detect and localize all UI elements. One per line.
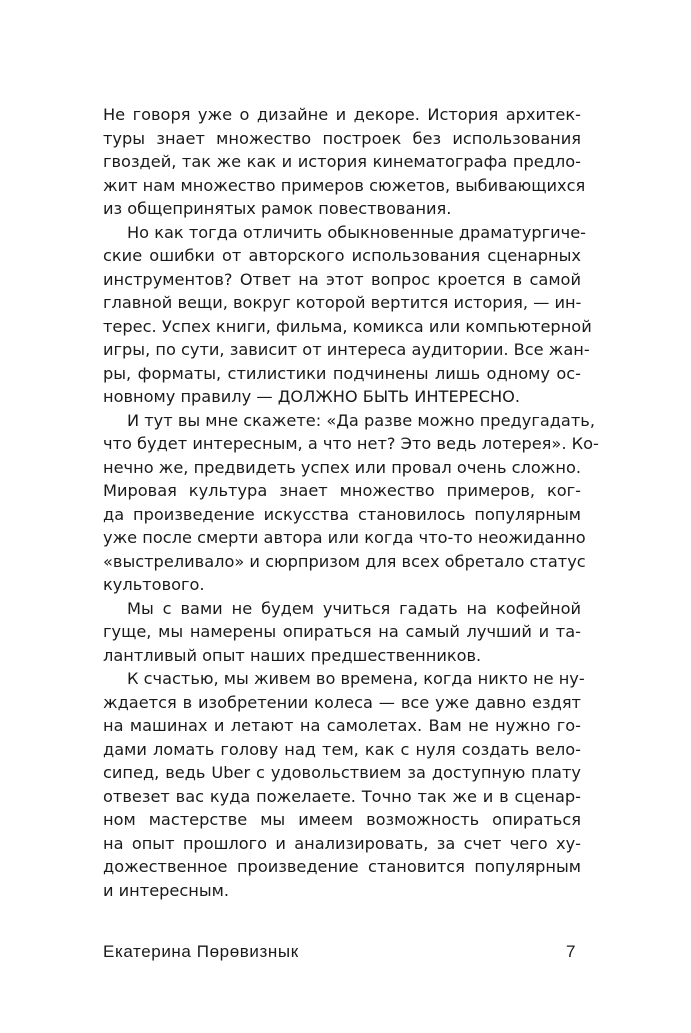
text-line: Мировая культура знает множество примеров, ког- xyxy=(103,481,581,500)
paragraph-2 xyxy=(103,221,592,409)
text-line: лантливый опыт наших предшественников. xyxy=(103,645,482,665)
text-line: уже после смерти автора или когда что-то неожиданно xyxy=(103,528,586,547)
footer-author: Екатерина Пөрөвизнык xyxy=(103,942,299,961)
page-body xyxy=(103,103,599,902)
text-line: туры знает множество построек без использования xyxy=(103,128,581,148)
text-line: «выстреливало» и сюрпризом для всех обретало статус xyxy=(103,551,586,571)
text-line: сипед, ведь Uber с удовольствием за доступную плату xyxy=(103,763,581,782)
text-line: дожественное произведение становится популярным xyxy=(103,857,581,876)
text-line: терес. Успех книги, фильма, комикса или компьютерной xyxy=(103,316,592,336)
text-line: инструментов? Ответ на этот вопрос кроется в самой xyxy=(103,269,581,289)
text-line: да произведение искусства становилось популярным xyxy=(103,504,581,524)
text-line: отвезет вас куда пожелаете. Точно так же и в сценар- xyxy=(103,786,581,806)
text-line: новному правилу — ДОЛЖНО БЫТЬ ИНТЕРЕСНО. xyxy=(103,387,521,406)
paragraph-4 xyxy=(103,597,581,668)
paragraph-3 xyxy=(103,409,599,597)
text-line: из общепринятых рамок повествования. xyxy=(103,199,452,218)
text-line: на опыт прошлого и анализировать, за счет чего ху- xyxy=(103,833,581,853)
text-line: гвоздей, так же как и история кинематографа предло- xyxy=(103,152,581,171)
text-line: игры, по сути, зависит от интереса аудитории. Все жан- xyxy=(103,340,590,359)
text-line: Мы с вами не будем учиться гадать на кофейной xyxy=(127,598,581,618)
paragraph-1 xyxy=(103,103,586,221)
text-line: нечно же, предвидеть успех или провал очень сложно. xyxy=(103,457,581,477)
text-line: главной вещи, вокруг которой вертится история, — ин- xyxy=(103,293,582,312)
text-line: что будет интересным, а что нет? Это ведь лотерея». Ко- xyxy=(103,434,599,453)
text-line: ские ошибки от авторского использования сценарных xyxy=(103,246,581,265)
text-line: Не говоря уже о дизайне и декоре. История архитек- xyxy=(103,105,581,124)
text-line: гуще, мы намерены опираться на самый лучший и та- xyxy=(103,622,581,641)
text-line: жит нам множество примеров сюжетов, выбивающихся xyxy=(103,175,586,195)
text-line: и интересным. xyxy=(103,880,230,900)
text-line: на машинах и летают на самолетах. Вам не нужно го- xyxy=(103,716,581,735)
text-line: ждается в изобретении колеса — все уже давно ездят xyxy=(103,692,581,712)
text-line: И тут вы мне скажете: «Да разве можно предугадать, xyxy=(127,410,595,430)
text-line: ры, форматы, стилистики подчинены лишь одному ос- xyxy=(103,363,581,383)
text-line: Но как тогда отличить обыкновенные драматургиче- xyxy=(127,222,587,242)
text-line: К счастью, мы живем во времена, когда никто не ну- xyxy=(127,669,585,688)
page-footer xyxy=(103,942,581,966)
text-line: культового. xyxy=(103,575,205,594)
paragraph-5 xyxy=(103,667,585,902)
text-line: ном мастерстве мы имеем возможность опираться xyxy=(103,810,581,829)
page-number: 7 xyxy=(565,942,576,961)
text-line: дами ломать голову над тем, как с нуля создать вело- xyxy=(103,739,581,759)
